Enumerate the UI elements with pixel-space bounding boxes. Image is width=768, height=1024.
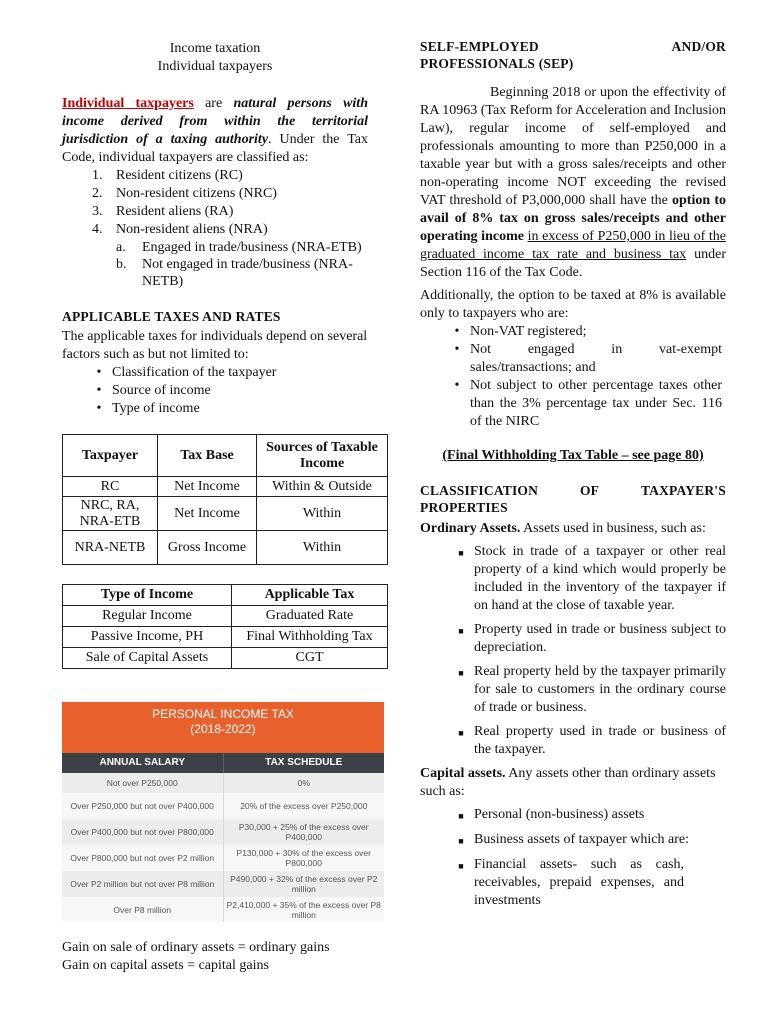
list-item: ■ Business assets of taxpayer which are: bbox=[458, 832, 689, 847]
definition-text: natural persons with income derived from within the territorial jurisdiction of a taxing authority bbox=[62, 96, 368, 147]
nra-sublist bbox=[62, 239, 368, 290]
list-item: ■ Real property held by the taxpayer primarily for sale to customers in the ordinary course of trade or business. bbox=[458, 664, 726, 715]
table-row: Over P800,000 but not over P2 million P130,000 + 30% of the excess over P800,000 bbox=[62, 845, 384, 871]
list-item: 3. Resident aliens (RA) bbox=[92, 204, 234, 219]
factors-list bbox=[62, 364, 368, 418]
list-item: ■ Property used in trade or business subject to depreciation. bbox=[458, 622, 726, 655]
list-item: • Type of income bbox=[96, 401, 200, 416]
table-row: Passive Income, PH Final Withholding Tax bbox=[63, 627, 388, 648]
capital-assets-paragraph: Capital assets. Any assets other than ordinary assets such as: bbox=[420, 766, 716, 799]
table-header: Applicable Tax bbox=[232, 585, 388, 606]
sep-heading: SELF-EMPLOYED AND/OR bbox=[420, 39, 726, 54]
infographic-title: PERSONAL INCOME TAX bbox=[152, 707, 294, 721]
infographic-header: ANNUAL SALARY TAX SCHEDULE bbox=[62, 753, 384, 773]
table-row: Over P250,000 but not over P400,000 20% of the excess over P250,000 bbox=[62, 793, 384, 819]
table-row: NRC, RA, NRA-ETB Net Income Within bbox=[63, 497, 388, 531]
list-item: • Classification of the taxpayer bbox=[96, 365, 277, 380]
document-title: Income taxation bbox=[169, 41, 261, 56]
list-item: • Non-VAT registered; bbox=[454, 324, 587, 339]
sep-additional-paragraph: Additionally, the option to be taxed at 8% is available only to taxpayers who are: bbox=[420, 288, 726, 321]
capital-assets-list bbox=[420, 806, 726, 910]
list-item: b. Not engaged in trade/business (NRA-NETB) bbox=[116, 257, 353, 289]
taxpayer-table bbox=[62, 434, 388, 565]
list-item: • Not subject to other percentage taxes other than the 3% percentage tax under Sec. 116 of the NIRC bbox=[454, 378, 722, 429]
list-item: ■ Financial assets- such as cash, receivables, prepaid expenses, and investments bbox=[458, 857, 684, 908]
list-item: ■ Personal (non-business) assets bbox=[458, 807, 645, 822]
eight-percent-option: option to avail of 8% tax on gross sales/receipts and other operating income bbox=[420, 193, 726, 244]
classification-heading: CLASSIFICATION OF TAXPAYER'S bbox=[420, 483, 726, 498]
table-header: Type of Income bbox=[63, 585, 232, 606]
table-header: Taxpayer bbox=[63, 435, 158, 477]
left-column bbox=[62, 38, 378, 669]
list-item: 1. Resident citizens (RC) bbox=[92, 168, 243, 183]
table-row: Regular Income Graduated Rate bbox=[63, 606, 388, 627]
income-type-table bbox=[62, 584, 388, 669]
sep-paragraph: Beginning 2018 or upon the effectivity of RA 10963 (Tax Reform for Acceleration and Inclusion Law), regular income of self-employed and professionals amounting to more than P250,000 in a taxable year but with a gross sales/receipts and other non-operating income NOT exceeding the revised VAT threshold of P3,000,000 shall have the option to avail of 8% tax on gross sales/receipts and other operating income in excess of P250,000 in lieu of the graduated income tax rate and business tax under Section 116 of the Tax Code. bbox=[420, 85, 727, 280]
capital-gains-note: Gain on capital assets = capital gains bbox=[62, 958, 269, 973]
personal-income-tax-infographic bbox=[62, 702, 384, 922]
ordinary-assets-paragraph: Ordinary Assets. Assets used in business, such as: bbox=[420, 521, 706, 536]
table-row: Sale of Capital Assets CGT bbox=[63, 648, 388, 669]
ordinary-gains-note: Gain on sale of ordinary assets = ordinary gains bbox=[62, 940, 330, 955]
table-row: Over P8 million P2,410,000 + 35% of the excess over P8 million bbox=[62, 897, 384, 922]
list-item: 2. Non-resident citizens (NRC) bbox=[92, 186, 277, 201]
fwt-table-reference: (Final Withholding Tax Table – see page 80) bbox=[442, 448, 704, 463]
taxpayer-classes-list bbox=[62, 167, 368, 239]
infographic-banner bbox=[62, 702, 384, 753]
list-item: ■ Stock in trade of a taxpayer or other real property of a kind which would properly be included in the inventory of the taxpayer if on hand at the close of taxable year. bbox=[458, 544, 726, 613]
list-item: • Source of income bbox=[96, 383, 211, 398]
list-item: ■ Real property used in trade or business of the taxpayer. bbox=[458, 724, 726, 757]
table-row: Over P2 million but not over P8 million P490,000 + 32% of the excess over P2 million bbox=[62, 871, 384, 897]
list-item: • Not engaged in vat-exempt sales/transactions; and bbox=[454, 342, 722, 375]
applicable-taxes-heading: APPLICABLE TAXES AND RATES bbox=[62, 309, 281, 324]
sep-conditions-list bbox=[420, 323, 726, 431]
table-row: Over P400,000 but not over P800,000 P30,000 + 25% of the excess over P400,000 bbox=[62, 819, 384, 845]
right-column: SELF-EMPLOYED AND/OR PROFESSIONALS (SEP) Beginning 2018 or upon the effectivity of RA 10963 (Tax Reform for Acceleration and Inclusion Law), regular income of self-employed and professionals amounting to more than P250,000 in a taxable year but with a gross sales/receipts and other non-operating income NOT exceeding the revised VAT threshold of P3,000,000 shall have the option to avail of 8% tax on gross sales/receipts and other operating income in excess of P250,000 in lieu of the graduated income tax rate and business tax under Section 116 of the Tax Code. Additionally, the option to be taxed at 8% is available only to taxpayers who are: • Non-VAT registered; • Not engaged in vat-exempt sales/transactions; and • Not subject to other percentage taxes other than the 3% percentage tax under Sec. 116 of the NIRC (Final Withholding Tax Table – see page 80) CLASSIFICATION OF TAXPAYER'S PROPERTIES Ordinary Assets. Assets used in business, such as: ■ Stock in trade of a taxpayer or other real property of a kind which would properly be included in the inventory of the taxpayer if on hand at the close of taxable year. ■ Property used in trade or business subject to depreciation. ■ Real property held by the taxpayer primarily for sale to customers in the ordinary course of trade or business. ■ Real property used in trade or business of the taxpayer. Capital assets. Any assets other than ordinary assets such as: ■ Personal (non-business) assets ■ Business assets of taxpayer which are: ■ Financial assets- such as cash, receivables, prepaid expenses, and investments bbox=[420, 39, 727, 908]
document-subtitle: Individual taxpayers bbox=[157, 59, 273, 74]
individual-taxpayers-term: Individual taxpayers bbox=[62, 96, 194, 111]
table-row: NRA-NETB Gross Income Within bbox=[63, 531, 388, 565]
table-header: Tax Base bbox=[158, 435, 257, 477]
ordinary-assets-list bbox=[420, 543, 726, 759]
gains-notes bbox=[62, 939, 382, 975]
list-item: 4. Non-resident aliens (NRA) bbox=[92, 222, 268, 237]
infographic-years: (2018-2022) bbox=[190, 722, 256, 736]
table-row: Not over P250,000 0% bbox=[62, 773, 384, 793]
table-row: RC Net Income Within & Outside bbox=[63, 477, 388, 497]
intro-paragraph: Individual taxpayers are natural persons with income derived from within the territorial jurisdiction of a taxing authority. Under the Tax Code, individual taxpayers are classified as: bbox=[62, 96, 369, 165]
in-lieu-text: in excess of P250,000 in lieu of the graduated income tax rate and business tax bbox=[420, 229, 727, 262]
applicable-taxes-text: The applicable taxes for individuals depend on several factors such as but not limited to: bbox=[62, 329, 368, 362]
table-header: Sources of Taxable Income bbox=[257, 435, 388, 477]
list-item: a. Engaged in trade/business (NRA-ETB) bbox=[116, 240, 362, 255]
